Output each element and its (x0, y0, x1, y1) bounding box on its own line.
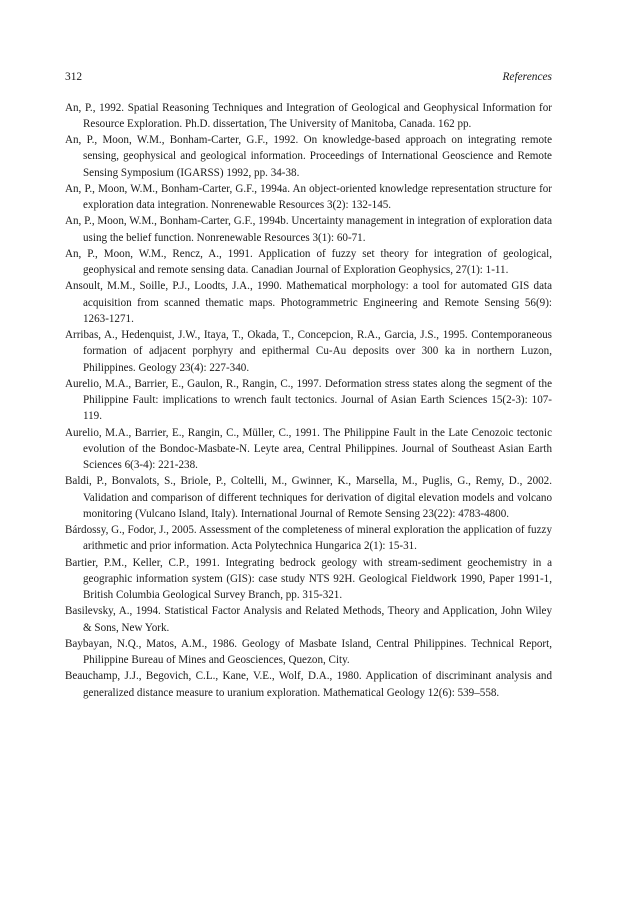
reference-entry: Baybayan, N.Q., Matos, A.M., 1986. Geology of Masbate Island, Central Philippines. Technical Report, Philippine Bureau of Mines and Geosciences, Quezon, City. (65, 637, 552, 666)
reference-entry: An, P., 1992. Spatial Reasoning Techniques and Integration of Geological and Geophysical Information for Resource Exploration. Ph.D. dissertation, The University of Manitoba, Canada. 162 pp. (65, 101, 552, 130)
reference-entry: Aurelio, M.A., Barrier, E., Rangin, C., Müller, C., 1991. The Philippine Fault in the Late Cenozoic tectonic evolution of the Bondoc-Masbate-N. Leyte area, Central Philippines. Journal of Southeast Asian Earth Sciences 6(3-4): 221-238. (65, 426, 552, 471)
page-header (65, 71, 552, 87)
reference-entry: An, P., Moon, W.M., Rencz, A., 1991. Application of fuzzy set theory for integration of geological, geophysical and remote sensing data. Canadian Journal of Exploration Geophysics, 27(1): 1-11. (65, 247, 552, 276)
page-number: 312 (65, 71, 83, 83)
reference-entry: Basilevsky, A., 1994. Statistical Factor Analysis and Related Methods, Theory and Application, John Wiley & Sons, New York. (65, 605, 552, 634)
reference-entry: Beauchamp, J.J., Begovich, C.L., Kane, V.E., Wolf, D.A., 1980. Application of discriminant analysis and generalized distance measure to uranium exploration. Mathematical Geology 12(6): 539–558. (65, 670, 552, 699)
reference-entry: An, P., Moon, W.M., Bonham-Carter, G.F., 1994a. An object-oriented knowledge representation structure for exploration data integration. Nonrenewable Resources 3(2): 132-145. (65, 182, 552, 211)
reference-entry: An, P., Moon, W.M., Bonham-Carter, G.F., 1994b. Uncertainty management in integration of exploration data using the belief function. Nonrenewable Resources 3(1): 60-71. (65, 215, 553, 244)
reference-entry: An, P., Moon, W.M., Bonham-Carter, G.F., 1992. On knowledge-based approach on integrating remote sensing, geophysical and geological information. Proceedings of International Geoscience and Remote Sensing Symposium (IGARSS) 1992, pp. 34-38. (65, 134, 552, 179)
reference-entry: Aurelio, M.A., Barrier, E., Gaulon, R., Rangin, C., 1997. Deformation stress states along the segment of the Philippine Fault: implications to wrench fault tectonics. Journal of Asian Earth Sciences 15(2-3): 107-119. (65, 377, 552, 423)
reference-entry: Arribas, A., Hedenquist, J.W., Itaya, T., Okada, T., Concepcion, R.A., Garcia, J.S., 1995. Contemporaneous formation of adjacent porphyry and epithermal Cu-Au deposits over 300 ka in northern Luzon, Philippines. Geology 23(4): 227-340. (65, 329, 552, 374)
reference-entry: Ansoult, M.M., Soille, P.J., Loodts, J.A., 1990. Mathematical morphology: a tool for automated GIS data acquisition from scanned thematic maps. Photogrammetric Engineering and Remote Sensing 56(9): 1263-1271. (65, 280, 552, 325)
running-head: References (502, 71, 552, 83)
reference-entry: Baldi, P., Bonvalots, S., Briole, P., Coltelli, M., Gwinner, K., Marsella, M., Puglis, G., Remy, D., 2002. Validation and comparison of different techniques for derivation of digital elevation models and volcano monitoring (Vulcano Island, Italy). International Journal of Remote Sensing 23(22): 4783-4800. (65, 475, 552, 520)
reference-entry: Bartier, P.M., Keller, C.P., 1991. Integrating bedrock geology with stream-sediment geochemistry in a geographic information system (GIS): case study NTS 92H. Geological Fieldwork 1990, Paper 1991-1, British Columbia Geological Survey Branch, pp. 315-321. (65, 556, 552, 601)
reference-list (65, 100, 552, 701)
reference-entry: Bárdossy, G., Fodor, J., 2005. Assessment of the completeness of mineral exploration the application of fuzzy arithmetic and prior information. Acta Polytechnica Hungarica 2(1): 15-31. (65, 524, 552, 553)
